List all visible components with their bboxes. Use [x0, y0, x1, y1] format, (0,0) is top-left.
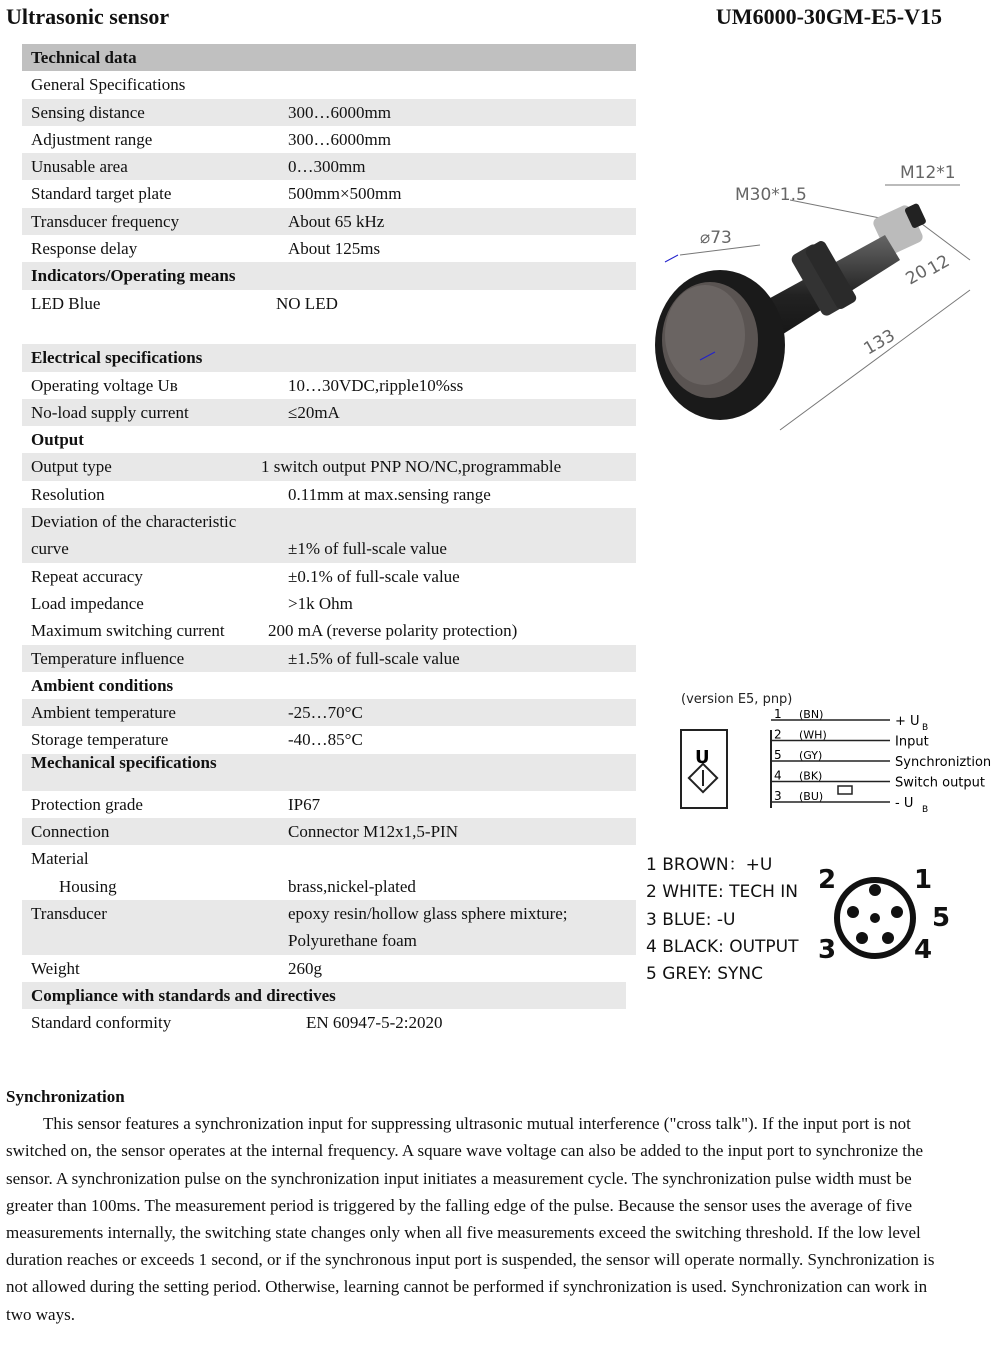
spec-key: Resolution: [31, 484, 105, 504]
spec-key: Ambient temperature: [31, 703, 176, 723]
product-type-title: Ultrasonic sensor: [6, 4, 170, 29]
spec-value: >1k Ohm: [288, 593, 353, 613]
spec-row: [22, 372, 636, 399]
spec-value: 200 mA (reverse polarity protection): [268, 621, 518, 641]
spec-row: [22, 99, 636, 126]
spec-key: Output: [31, 430, 84, 450]
spec-key: Standard target plate: [31, 184, 172, 204]
spec-value: NO LED: [276, 293, 338, 313]
spec-key: Standard conformity: [31, 1013, 172, 1033]
spec-row: [22, 426, 636, 453]
spec-row: [22, 699, 636, 726]
wire-color-code: (BN): [799, 708, 824, 721]
spec-row: [22, 955, 636, 982]
spec-key: Storage temperature: [31, 730, 169, 750]
spec-key: Weight: [31, 958, 80, 978]
conn-pin-2: 2: [818, 865, 837, 895]
load-symbol: [838, 786, 852, 794]
spec-key: Protection grade: [31, 794, 143, 814]
spec-row: [22, 927, 636, 954]
spec-key: Material: [31, 849, 89, 869]
spec-key: Technical data: [31, 48, 137, 67]
spec-key: Response delay: [31, 239, 138, 259]
wire-color-code: (BU): [799, 790, 824, 803]
spec-value: -40…85°C: [288, 730, 363, 750]
spec-row: [22, 399, 636, 426]
spec-key: LED Blue: [31, 293, 101, 313]
spec-key: Electrical specifications: [31, 348, 203, 368]
wiring-diagram: [675, 686, 1000, 826]
dim-m30: M30*1.5: [735, 185, 807, 205]
wire-color-code: (BK): [799, 769, 823, 783]
spec-key: Housing: [59, 876, 117, 896]
wire-pin-number: 3: [774, 789, 782, 803]
spec-key: Transducer: [31, 903, 107, 923]
wire-function-label: Input: [895, 734, 929, 750]
spec-value: brass,nickel-plated: [288, 876, 416, 896]
spec-key: Operating voltage Uʙ: [31, 375, 178, 395]
wire-function-subscript: B: [922, 805, 929, 815]
spec-row: [22, 791, 636, 818]
wire-function-label: - U: [895, 796, 914, 811]
spec-value: Connector M12x1,5-PIN: [288, 822, 458, 842]
wire-function-label: + U: [895, 714, 920, 729]
spec-value: EN 60947-5-2:2020: [306, 1013, 443, 1033]
spec-key: Temperature influence: [31, 648, 185, 668]
spec-row: [22, 317, 636, 344]
spec-row: [22, 590, 636, 617]
dim-133: 133: [860, 325, 899, 360]
wiring-caption: (version E5, pnp): [681, 692, 793, 707]
spec-value: epoxy resin/hollow glass sphere mixture;: [288, 903, 568, 923]
conn-pin-5: 5: [932, 903, 951, 933]
pin-list-item: 2 WHITE: TECH IN: [646, 882, 798, 903]
dim-20: 20: [902, 261, 932, 290]
spec-row: [22, 508, 636, 535]
conn-pin-4: 4: [914, 935, 933, 965]
spec-value: ±0.1% of full-scale value: [288, 566, 460, 586]
conn-pin-3: 3: [818, 935, 837, 965]
spec-row: [22, 1009, 636, 1036]
spec-key: Adjustment range: [31, 129, 153, 149]
spec-key: Output type: [31, 457, 112, 477]
spec-value: 300…6000mm: [288, 129, 391, 149]
wire-color-code: (WH): [799, 728, 827, 742]
spec-key: Connection: [31, 822, 110, 842]
dim-m12: M12*1: [900, 163, 956, 183]
spec-key: Repeat accuracy: [31, 566, 143, 586]
spec-value: Polyurethane foam: [288, 931, 417, 951]
spec-value: 0…300mm: [288, 157, 366, 177]
model-number: UM6000-30GM-E5-V15: [715, 4, 942, 29]
page-header: [0, 0, 1000, 44]
pin-assignment-list: [646, 852, 799, 988]
spec-key: General Specifications: [31, 75, 186, 95]
spec-value: 300…6000mm: [288, 102, 391, 122]
sensor-dimension-drawing: [640, 150, 980, 450]
technical-data-table: [22, 44, 636, 1036]
spec-row: [22, 982, 626, 1009]
spec-row: [22, 71, 636, 98]
spec-value: 500mm×500mm: [288, 184, 402, 204]
spec-value: 260g: [288, 958, 322, 978]
pin-list-item: 1 BROWN：+U: [646, 855, 773, 875]
spec-row: [22, 535, 636, 562]
sync-heading: Synchronization: [6, 1087, 125, 1106]
spec-row: [22, 235, 636, 262]
wire-function-subscript: B: [922, 723, 929, 733]
spec-key: Compliance with standards and directives: [31, 985, 336, 1005]
spec-key: Transducer frequency: [31, 211, 180, 231]
spec-row: [22, 873, 636, 900]
spec-value: IP67: [288, 794, 321, 814]
spec-row: [22, 563, 636, 590]
connector-face-diagram: [810, 860, 960, 970]
wire-pin-number: 5: [774, 748, 782, 762]
spec-row: [22, 900, 636, 927]
spec-row: [22, 453, 636, 480]
spec-key: curve: [31, 539, 69, 559]
spec-key: Mechanical specifications: [31, 752, 217, 772]
pin-list-item: 5 GREY: SYNC: [646, 964, 763, 985]
spec-key: Indicators/Operating means: [31, 266, 236, 286]
pin-list-item: 4 BLACK: OUTPUT: [646, 936, 799, 957]
spec-row: [22, 44, 636, 71]
spec-row: [22, 208, 636, 235]
spec-value: 1 switch output PNP NO/NC,programmable: [261, 457, 562, 477]
spec-key: Unusable area: [31, 157, 128, 177]
wire-function-label: Synchroniztion: [895, 755, 992, 770]
spec-row: [22, 344, 636, 371]
spec-row: [22, 672, 636, 699]
spec-value: About 125ms: [288, 239, 381, 259]
spec-row: [22, 126, 636, 153]
wire-pin-number: 2: [774, 727, 782, 742]
wire-function-label: Switch output: [895, 775, 985, 791]
dim-12: 12: [924, 251, 954, 280]
spec-row: [22, 481, 636, 508]
spec-value: ±1.5% of full-scale value: [288, 648, 460, 668]
wire-color-code: (GY): [799, 749, 823, 762]
spec-value: 10…30VDC,ripple10%ss: [288, 375, 464, 395]
wire-pin-number: 1: [774, 707, 782, 721]
conn-pin-1: 1: [914, 865, 933, 895]
spec-row: [22, 617, 636, 644]
spec-row: [22, 845, 636, 872]
spec-key: Deviation of the characteristic: [31, 512, 237, 532]
spec-key: No-load supply current: [31, 402, 189, 422]
spec-row: [22, 818, 636, 845]
spec-row: [22, 290, 636, 317]
spec-value: ±1% of full-scale value: [288, 539, 447, 559]
spec-value: -25…70°C: [288, 703, 363, 723]
box-letter: U: [695, 747, 710, 768]
spec-row: [22, 180, 636, 207]
pin-list-item: 3 BLUE: -U: [646, 909, 736, 930]
spec-key: Ambient conditions: [31, 675, 174, 695]
wire-pin-number: 4: [774, 768, 782, 783]
spec-row: [22, 262, 636, 289]
spec-row: [22, 754, 636, 791]
spec-row: [22, 153, 636, 180]
spec-value: 0.11mm at max.sensing range: [288, 484, 491, 504]
spec-row: [22, 645, 636, 672]
spec-value: ≤20mA: [288, 402, 340, 422]
dim-diameter: ⌀73: [700, 228, 732, 248]
spec-key: Sensing distance: [31, 102, 145, 122]
sync-body: This sensor features a synchronization input for suppressing ultrasonic mutual interference ("cross talk"). If the input port is not switched on, the sensor operates at the internal frequency. A square wave voltage can also be added to the input port to synchronize the sensor. A synchronization pulse on the synchronization input initiates a measurement cycle. The synchronization pulse width must be greater than 100ms. The measurement period is triggered by the falling edge of the pulse. Because the sensor uses the average of five measurements internally, the switching state changes only when all five measurements exceed the switching threshold. If the low level duration reaches or exceeds 1 second, or if the synchronous input port is suspended, the sensor will operate normally. Synchronization is not allowed during the setting period. Otherwise, learning cannot be performed if synchronization is used. Synchronization can work in two ways.: [6, 1114, 935, 1324]
spec-value: About 65 kHz: [288, 211, 385, 231]
synchronization-section: [6, 1083, 956, 1328]
spec-key: Maximum switching current: [31, 621, 225, 641]
spec-key: Load impedance: [31, 593, 144, 613]
